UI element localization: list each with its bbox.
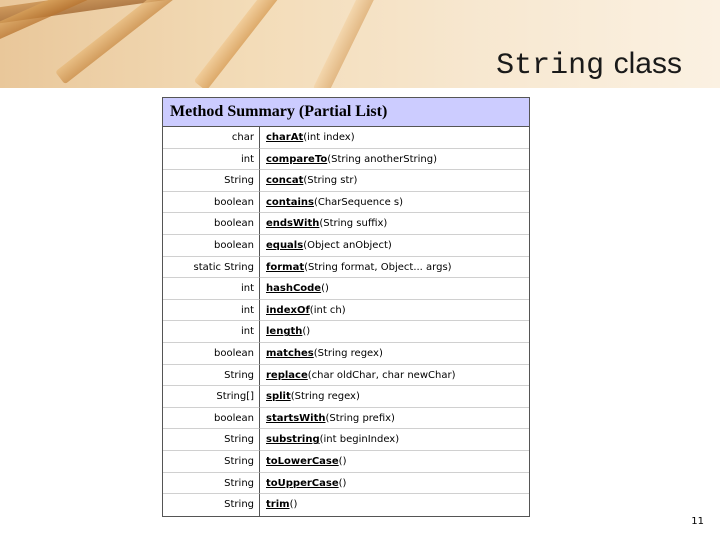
method-signature [260,429,529,451]
method-signature [260,408,529,430]
return-type: int [163,278,260,300]
method-name-link[interactable]: format [266,261,305,273]
table-body [163,127,529,516]
method-name-link[interactable]: hashCode [266,283,322,295]
method-signature [260,365,529,387]
method-name-link[interactable]: matches [266,347,314,359]
table-row [163,343,529,365]
return-type: String [163,451,260,473]
method-args: (int index) [303,132,355,143]
return-type: boolean [163,235,260,257]
return-type: String[] [163,386,260,408]
table-row [163,365,529,387]
header-photo [0,0,720,88]
method-args: () [321,283,329,295]
table-row [163,408,529,430]
table-row [163,429,529,451]
method-args: () [302,326,311,338]
method-signature [260,149,529,171]
return-type: int [163,149,260,171]
table-row [163,257,529,279]
table-row [163,127,529,149]
method-signature [260,451,529,473]
table-row [163,278,529,300]
method-args: (String anotherString) [327,153,437,165]
method-signature [260,386,529,408]
method-args: () [338,455,347,467]
method-args: (int ch) [309,304,346,316]
table-row [163,149,529,171]
method-name-link[interactable]: split [266,391,291,403]
method-name-link[interactable]: equals [266,239,304,251]
method-signature [260,213,529,235]
return-type: static String [163,257,260,279]
method-signature [260,192,529,214]
table-row [163,213,529,235]
method-name-link[interactable]: endsWith [266,218,320,230]
method-args: (String prefix) [325,412,395,424]
method-args: (String suffix) [319,218,388,230]
method-args: (String regex) [313,347,383,359]
table-row [163,235,529,257]
method-summary-table [162,97,530,517]
return-type: String [163,170,260,192]
method-args: () [338,477,347,489]
return-type: boolean [163,408,260,430]
method-args: (CharSequence s) [313,196,404,208]
method-args: (char oldChar, char newChar) [307,369,456,381]
return-type: String [163,365,260,387]
page-number: 11 [691,516,704,527]
table-row [163,192,529,214]
method-args: (int beginIndex) [319,434,400,446]
method-signature [260,473,529,495]
return-type: String [163,494,260,516]
method-signature [260,494,529,516]
method-signature [260,278,529,300]
table-row [163,300,529,322]
method-name-link[interactable]: trim [266,499,290,511]
pencil-decoration [313,0,424,88]
method-name-link[interactable]: substring [266,434,320,446]
method-signature [260,321,529,343]
slide-title-word: class [613,47,682,80]
method-name-link[interactable]: toLowerCase [266,455,339,467]
method-name-link[interactable]: compareTo [266,153,328,165]
method-signature [260,170,529,192]
table-row [163,386,529,408]
table-row [163,451,529,473]
method-name-link[interactable]: charAt [266,132,304,143]
table-row [163,170,529,192]
method-args: (String str) [303,175,358,187]
method-signature [260,127,529,149]
return-type: boolean [163,343,260,365]
method-args: (Object anObject) [303,239,392,251]
method-signature [260,343,529,365]
return-type: boolean [163,192,260,214]
table-heading: Method Summary (Partial List) [163,98,529,127]
slide-title-code: String [496,49,605,83]
method-name-link[interactable]: indexOf [266,304,310,316]
return-type: int [163,300,260,322]
method-name-link[interactable]: toUpperCase [266,477,339,489]
return-type: String [163,473,260,495]
method-signature [260,257,529,279]
method-name-link[interactable]: concat [266,175,304,187]
return-type: char [163,127,260,149]
method-name-link[interactable]: contains [266,196,314,208]
method-signature [260,235,529,257]
table-row [163,321,529,343]
return-type: boolean [163,213,260,235]
table-row [163,494,529,516]
method-name-link[interactable]: replace [266,369,308,381]
method-name-link[interactable]: length [266,326,303,338]
method-args: (String format, Object... args) [304,261,452,273]
table-row [163,473,529,495]
method-args: () [289,499,298,511]
method-name-link[interactable]: startsWith [266,412,326,424]
return-type: String [163,429,260,451]
return-type: int [163,321,260,343]
slide-title [496,46,682,83]
method-signature [260,300,529,322]
method-args: (String regex) [290,391,360,403]
